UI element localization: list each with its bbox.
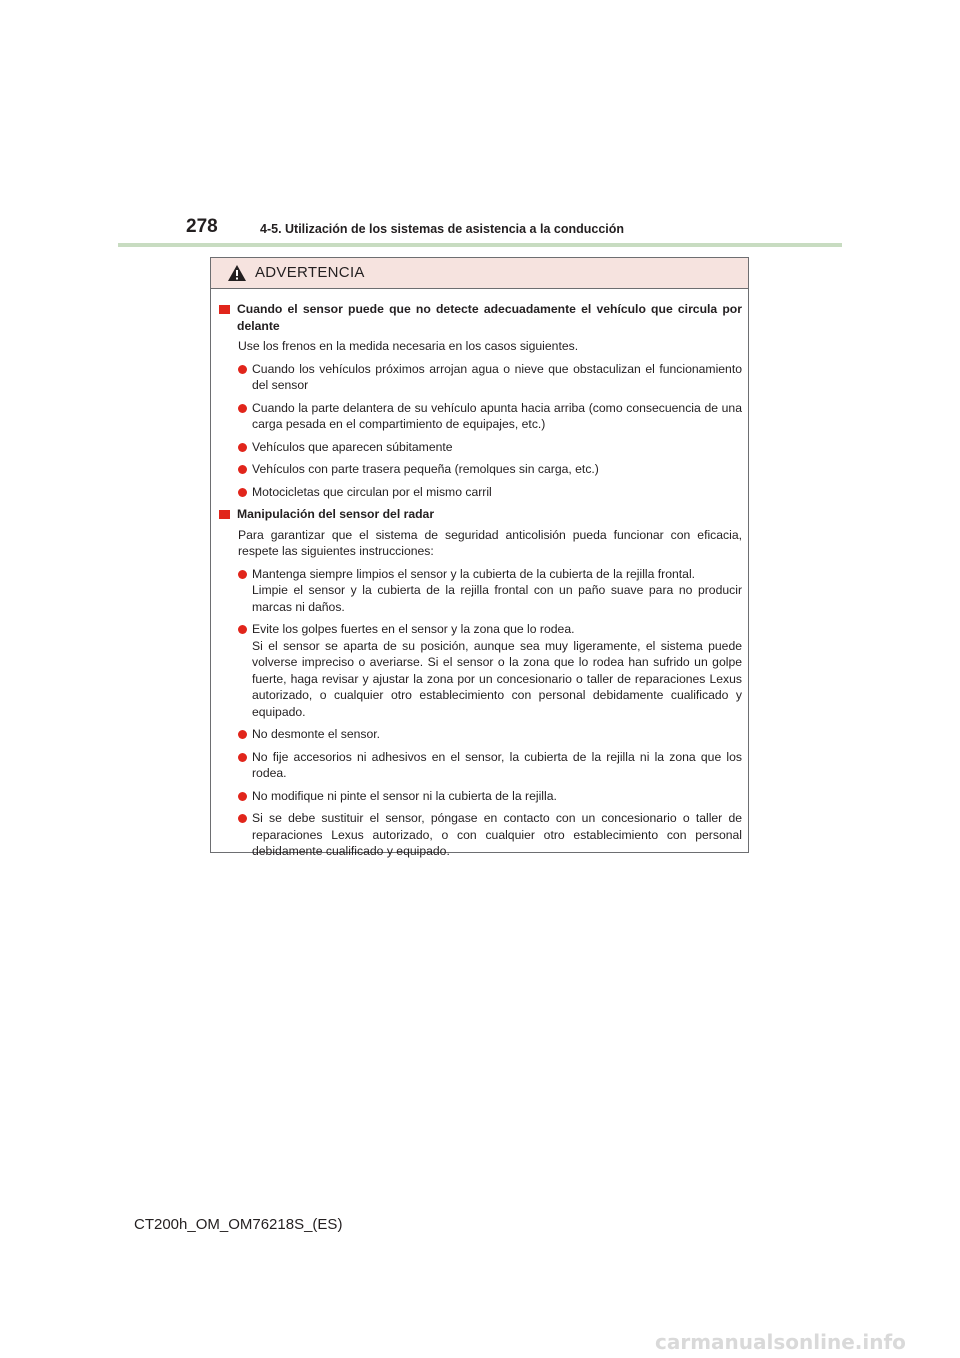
list-item	[238, 461, 742, 478]
list-item-text	[252, 621, 742, 720]
list-item	[238, 566, 742, 616]
list-item-text	[252, 439, 742, 456]
list-item	[238, 400, 742, 433]
warning-header	[211, 258, 748, 289]
list-item	[238, 621, 742, 720]
list-item-paragraph: Cuando los vehículos próximos arrojan agua o nieve que obstaculizan el funcionamiento del sensor	[252, 361, 742, 392]
warning-topic	[219, 301, 742, 334]
list-item-text	[252, 788, 742, 805]
list-item-paragraph: Limpie el sensor y la cubierta de la rejilla frontal con un paño suave para no producir marcas ni daños.	[252, 583, 742, 614]
list-item-paragraph: No fije accesorios ni adhesivos en el sensor, la cubierta de la rejilla ni la zona que los rodea.	[252, 749, 742, 780]
round-bullet-icon	[238, 625, 247, 634]
list-item-text	[252, 400, 742, 433]
list-item-paragraph: Mantenga siempre limpios el sensor y la cubierta de la cubierta de la rejilla frontal.	[252, 566, 696, 581]
list-item-paragraph: No desmonte el sensor.	[252, 727, 381, 741]
round-bullet-icon	[238, 488, 247, 497]
list-item-text	[252, 726, 742, 743]
warning-topic	[219, 506, 742, 523]
warning-triangle-icon	[227, 264, 247, 282]
list-item-text	[252, 461, 742, 478]
square-bullet-icon	[219, 305, 230, 314]
list-item-paragraph: Cuando la parte delantera de su vehículo apunta hacia arriba (como consecuencia de una carga pesada en el compartimiento de equipajes, etc.)	[252, 400, 742, 431]
list-item-text	[252, 566, 742, 616]
list-item	[238, 726, 742, 743]
list-item-paragraph: Vehículos que aparecen súbitamente	[252, 439, 453, 454]
page-number: 278	[186, 216, 218, 237]
round-bullet-icon	[238, 404, 247, 413]
list-item-paragraph: Evite los golpes fuertes en el sensor y la zona que lo rodea.	[252, 622, 575, 636]
list-item-paragraph: No modifique ni pinte el sensor ni la cubierta de la rejilla.	[252, 788, 557, 803]
list-item-text	[252, 484, 742, 501]
list-item	[238, 788, 742, 805]
round-bullet-icon	[238, 730, 247, 739]
square-bullet-icon	[219, 510, 230, 519]
list-item-paragraph: Vehículos con parte trasera pequeña (remolques sin carga, etc.)	[252, 462, 599, 476]
warning-title: ADVERTENCIA	[255, 264, 365, 281]
page-header	[118, 214, 842, 248]
warning-body	[211, 289, 748, 860]
round-bullet-icon	[238, 753, 247, 762]
round-bullet-icon	[238, 365, 247, 374]
list-item	[238, 810, 742, 860]
topic-heading: Cuando el sensor puede que no detecte adecuadamente el vehículo que circula por delante	[237, 302, 742, 333]
list-item-text	[252, 810, 742, 860]
list-item-paragraph: Si el sensor se aparta de su posición, aunque sea muy ligeramente, el sistema puede volverse impreciso o averiarse. Si el sensor o la zona que lo rodea han sufrido un golpe fuerte, haga revisar y ajustar la zona por un concesionario o taller de reparaciones Lexus autorizado, o cualquier otro establecimiento con personal debidamente cualificado y equipado.	[252, 638, 742, 719]
list-item-text	[252, 749, 742, 782]
list-item	[238, 749, 742, 782]
topic-heading: Manipulación del sensor del radar	[237, 507, 435, 521]
round-bullet-icon	[238, 443, 247, 452]
round-bullet-icon	[238, 465, 247, 474]
header-rule	[118, 243, 842, 247]
list-item	[238, 361, 742, 394]
list-item-paragraph: Si se debe sustituir el sensor, póngase en contacto con un concesionario o taller de reparaciones Lexus autorizado, o con cualquier otro establecimiento con personal debidamente cualificado y equipado.	[252, 811, 742, 858]
list-item	[238, 439, 742, 456]
section-title: 4-5. Utilización de los sistemas de asistencia a la conducción	[260, 222, 625, 236]
watermark-text: carmanualsonline.info	[655, 1330, 906, 1354]
list-item-paragraph: Motocicletas que circulan por el mismo carril	[252, 484, 492, 499]
list-item	[238, 484, 742, 501]
warning-box	[210, 257, 749, 858]
list-item-text	[252, 361, 742, 394]
topic-intro: Para garantizar que el sistema de seguridad anticolisión pueda funcionar con eficacia, respete las siguientes instrucciones:	[238, 527, 742, 558]
round-bullet-icon	[238, 814, 247, 823]
round-bullet-icon	[238, 570, 247, 579]
topic-intro: Use los frenos en la medida necesaria en los casos siguientes.	[238, 339, 579, 353]
round-bullet-icon	[238, 792, 247, 801]
document-code: CT200h_OM_OM76218S_(ES)	[134, 1216, 343, 1233]
